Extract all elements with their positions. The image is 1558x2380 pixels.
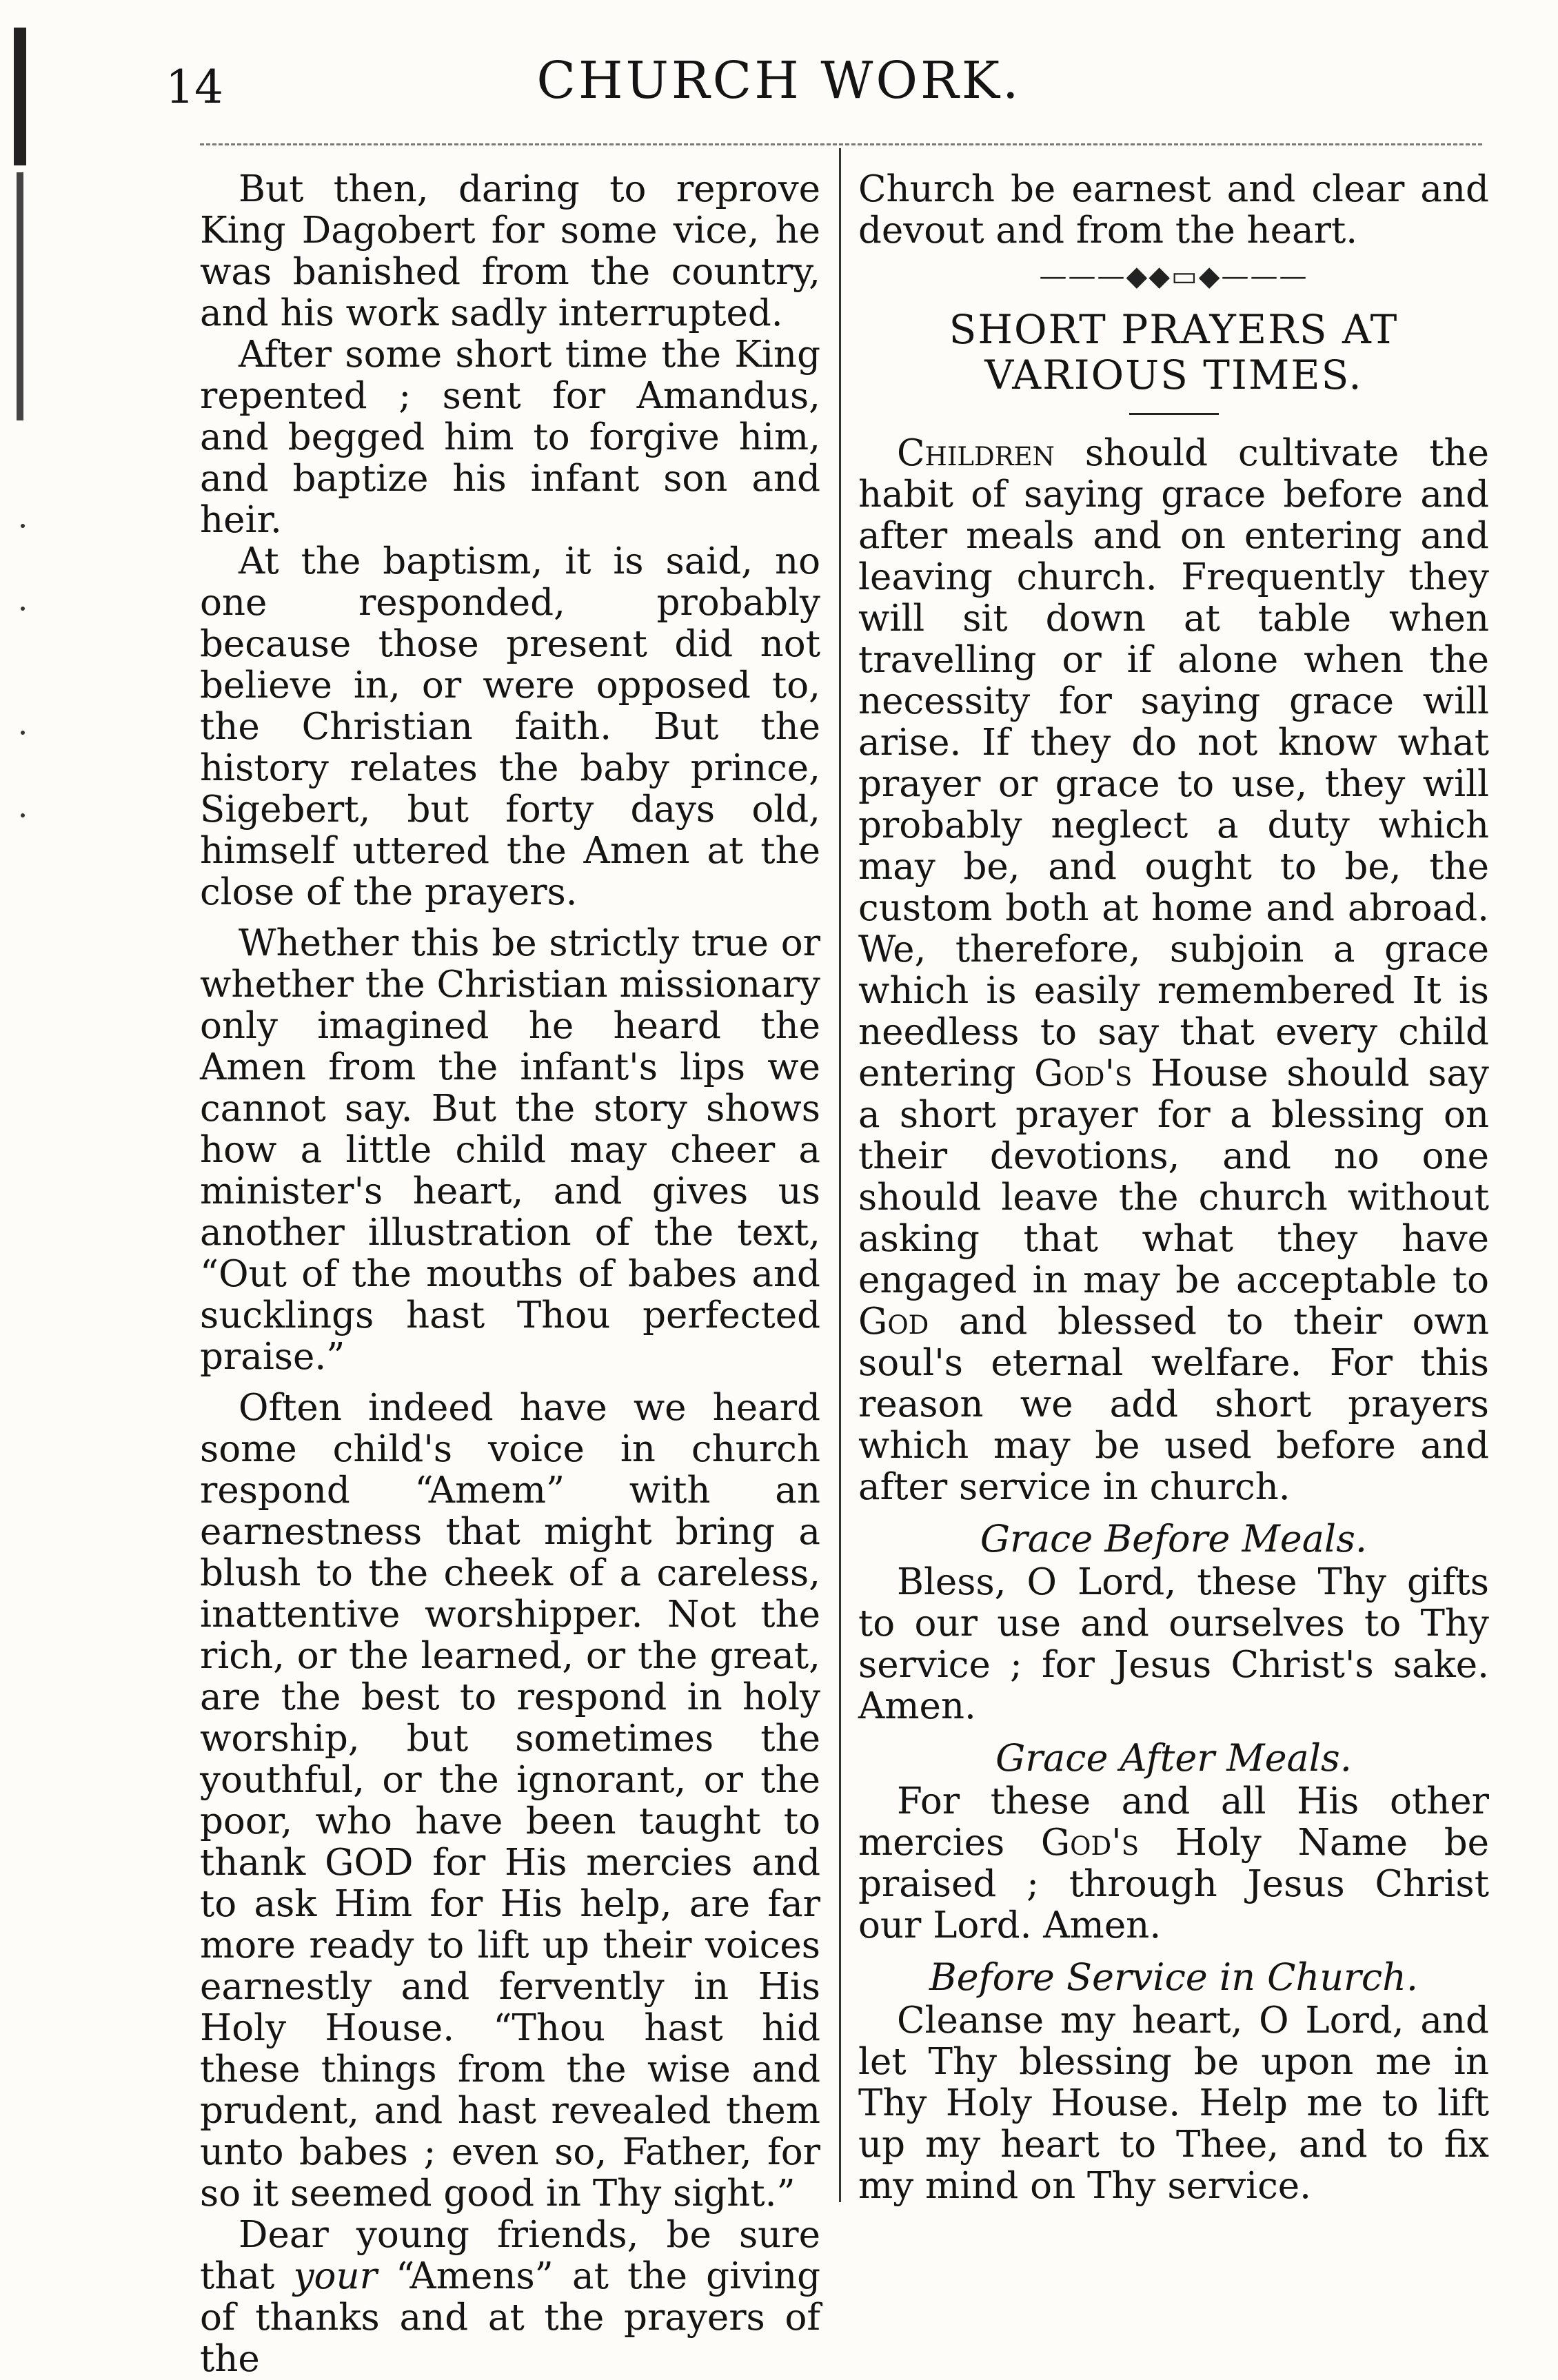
text-run: House should say a short prayer for a blessing on their devotions, and no one should leave the church without asking that what they have engaged in may be acceptable to <box>858 1052 1489 1301</box>
paragraph <box>200 2215 820 2380</box>
text-run: should cultivate the habit of saying grace before and after meals and on entering and leaving church. Frequently they will sit down at table when travelling or if alone when the necessity for saying grace will arise. If they do not know what prayer or grace to use, they will probably neglect a duty which may be, and ought to be, the custom both at home and abroad. We, therefore, subjoin a grace which is easily remembered It is needless to say that every child entering <box>858 432 1489 1095</box>
paragraph: After some short time the King repented ; sent for Amandus, and begged him to forgive him, and baptize his infant son and heir. <box>200 334 820 541</box>
paragraph-continuation: Church be earnest and clear and devout and from the heart. <box>858 168 1489 252</box>
text-run: Holy Name be praised ; through Jesus Christ our Lord. Amen. <box>858 1822 1489 1946</box>
prayer-title: Before Service in Church. <box>929 1955 1419 1999</box>
scan-speck <box>21 524 25 528</box>
text-run: “Amens” at the giving of thanks and at the prayers of the <box>200 2255 820 2380</box>
title-rule <box>1129 413 1219 415</box>
header-rule <box>200 143 1482 145</box>
text-run: Dear young friends, be sure that <box>200 2214 820 2297</box>
page-header <box>0 48 1558 131</box>
margin-scan-marks <box>0 0 48 896</box>
page-number: 14 <box>165 61 223 114</box>
scan-speck <box>21 813 25 817</box>
prayer-text: Bless, O Lord, these Thy gifts to our use and ourselves to Thy service ; for Jesus Christ's sake. Amen. <box>858 1561 1489 1727</box>
left-column <box>200 169 820 2380</box>
text-run: and blessed to their own soul's eternal welfare. For this reason we add short prayers which may be used before and after service in church. <box>858 1301 1489 1508</box>
paragraph: But then, daring to reprove King Dagobert for some vice, he was banished from the country, and his work sadly interrupted. <box>200 168 820 334</box>
column-divider <box>839 148 841 2202</box>
right-column <box>858 169 1489 2207</box>
prayer-title: Grace Before Meals. <box>980 1517 1368 1560</box>
divine-name: God's <box>1040 1822 1140 1864</box>
paragraph <box>858 433 1489 1508</box>
section-title: SHORT PRAYERS AT VARIOUS TIMES. <box>949 306 1399 398</box>
text-run: For these and all His other mercies <box>858 1780 1489 1864</box>
scan-speck <box>21 607 25 611</box>
paragraph: Often indeed have we heard some child's voice in church respond “Amem” with an earnestness that might bring a blush to the cheek of a careless, inattentive worshipper. Not the rich, or the learned, or the great, are the best to respond in holy worship, but sometimes the youthful, or the ignorant, or the poor, who have been taught to thank GOD for His mercies and to ask Him for His help, are far more ready to lift up their voices earnestly and fervently in His Holy House. “Thou hast hid these things from the wise and prudent, and hast revealed them unto babes ; even so, Father, for so it seemed good in Thy sight.” <box>200 1387 820 2215</box>
scan-edge-bar <box>17 172 23 420</box>
divine-name: God's <box>1034 1052 1133 1095</box>
emphasis: your <box>293 2255 377 2297</box>
paragraph: Whether this be strictly true or whether the Christian missionary only imagined he heard the Amen from the infant's lips we cannot say. But the story shows how a little child may cheer a minister's heart, and gives us another illustration of the text, “Out of the mouths of babes and sucklings hast Thou perfected praise.” <box>200 922 820 1378</box>
prayer-text: Cleanse my heart, O Lord, and let Thy blessing be upon me in Thy Holy House. Help me to lift up my heart to Thee, and to fix my mind on Thy service. <box>858 2000 1489 2207</box>
divine-name: God <box>858 1301 929 1343</box>
ornamental-divider: ———◆◆▭◆——— <box>1039 261 1308 292</box>
prayer-text <box>858 1781 1489 1946</box>
prayer-title: Grace After Meals. <box>995 1736 1352 1780</box>
running-title: CHURCH WORK. <box>536 51 1022 110</box>
scan-speck <box>21 731 25 735</box>
paragraph: At the baptism, it is said, no one responded, probably because those present did not believe in, or were opposed to, the Christian faith. But the history relates the baby prince, Sigebert, but forty days old, himself uttered the Amen at the close of the prayers. <box>200 540 820 913</box>
lead-word: Children <box>897 432 1055 474</box>
